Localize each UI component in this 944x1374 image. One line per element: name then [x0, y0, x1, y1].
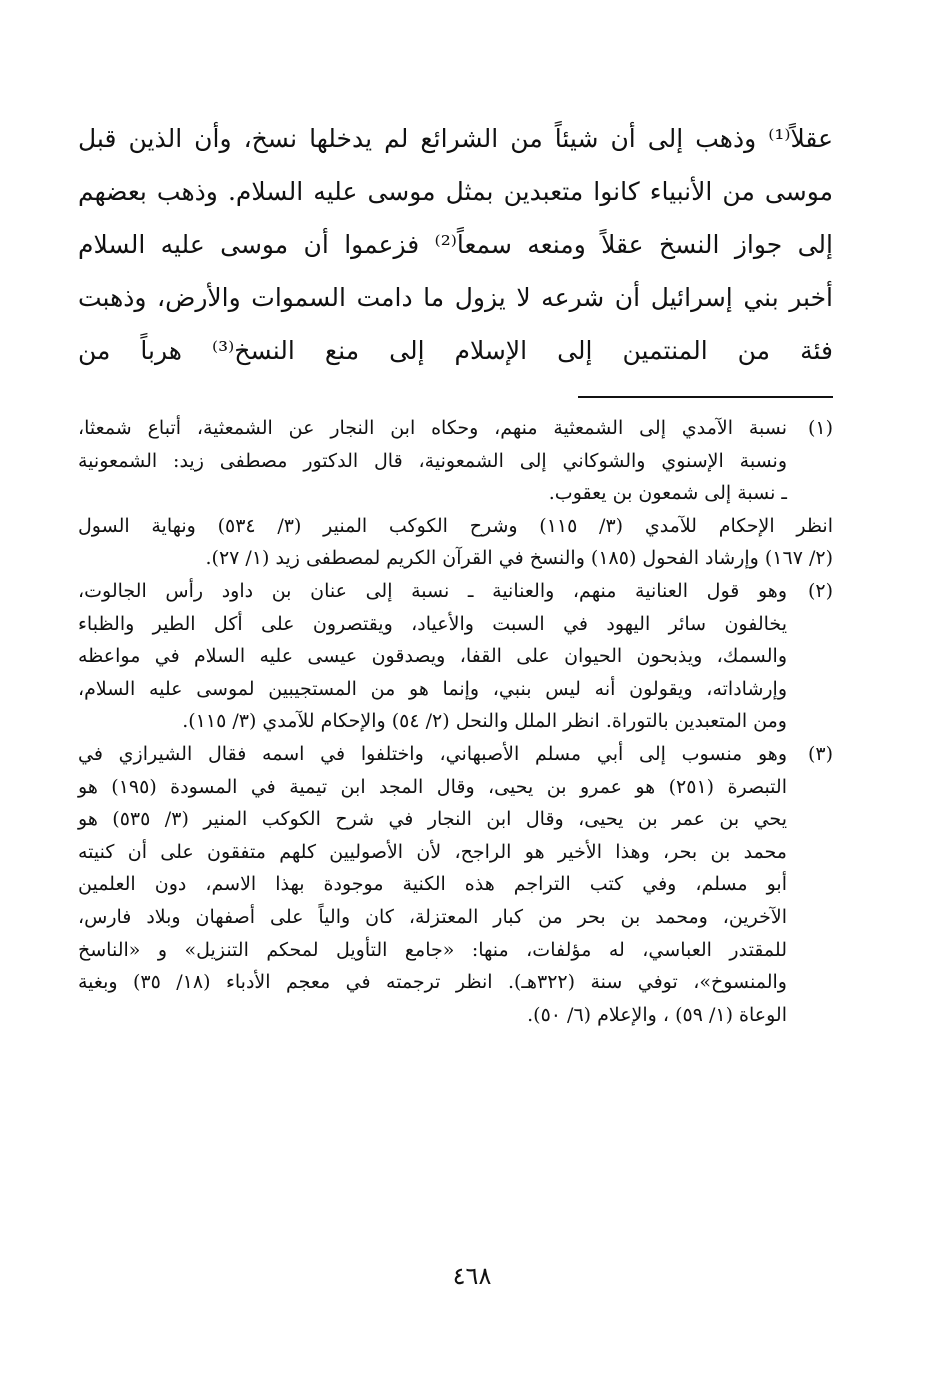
footnote-line: نسبة الآمدي إلى الشمعثية منهم، وحكاه ابن النجار عن الشمعثية، أتباع شمعثا، — [78, 417, 787, 439]
footnote-line: وهو قول العنانية منهم، والعنانية ـ نسبة إلى عنان بن داود رأس الجالوت، — [78, 579, 787, 602]
footnote-line: محمد بن بحر، وهذا الأخير هو الراجح، لأن الأصوليين كلهم متفقون على أن كنيته — [78, 840, 787, 863]
footnote-line: (٢/ ١٦٧) وإرشاد الفحول (١٨٥) والنسخ في القرآن الكريم لمصطفى زيد (١/ ٢٧). — [205, 547, 833, 570]
main-text-line: إلى جواز النسخ عقلاً ومنعه سمعاً⁽²⁾ فزعموا أن موسى عليه السلام — [78, 230, 833, 259]
footnote-number: (١) — [807, 417, 833, 439]
main-text-line: موسى من الأنبياء كانوا متعبدين بمثل موسى عليه السلام. وذهب بعضهم — [78, 177, 833, 206]
page-number: ٤٦٨ — [452, 1262, 492, 1290]
footnote-line: للمقتدر العباسي، له مؤلفات، منها: «جامع التأويل لمحكم التنزيل» و «الناسخ — [78, 938, 787, 961]
footnote-1 — [78, 412, 833, 510]
footnote-line: والسمك، ويذبحون الحيوان على القفا، ويصدقون عيسى عليه السلام في مواعظه — [78, 645, 787, 668]
footnote-number: (٢) — [807, 579, 833, 602]
main-text-line: فئة من المنتمين إلى الإسلام إلى منع النسخ⁽³⁾ هرباً من — [78, 336, 833, 365]
footnote-3 — [78, 738, 833, 1031]
footnotes — [78, 412, 833, 1031]
footnote-line: ـ نسبة إلى شمعون بن يعقوب. — [548, 482, 787, 505]
main-text-line: عقلاً⁽¹⁾ وذهب إلى أن شيئاً من الشرائع لم يدخلها نسخ، وأن الذين قبل — [78, 124, 833, 153]
footnote-line: والمنسوخ»، توفي سنة (٣٢٢هـ). انظر ترجمته في معجم الأدباء (١٨/ ٣٥) وبغية — [78, 971, 787, 994]
footnote-number: (٣) — [807, 742, 833, 765]
footnote-line: ونسبة الإسنوي والشوكاني إلى الشمعونية، قال الدكتور مصطفى زيد: الشمعونية — [78, 449, 787, 472]
footnote-line: يخالفون سائر اليهود في السبت والأعياد، ويقتصرون على أكل الطير والظباء — [78, 612, 787, 635]
footnote-line: وهو منسوب إلى أبي مسلم الأصبهاني، واختلفوا في اسمه فقال الشيرازي في — [78, 742, 787, 765]
footnote-line: أبو مسلم، وفي كتب التراجم هذه الكنية موجودة بهذا الاسم، دون العلمين — [78, 873, 787, 896]
footnote-line: ومن المتعبدين بالتوراة. انظر الملل والنحل (٢/ ٥٤) والإحكام للآمدي (٣/ ١١٥). — [182, 710, 787, 733]
main-text — [78, 112, 833, 377]
footnote-line: يحي بن عمر بن يحيى، وقال ابن النجار في شرح الكوكب المنير (٣/ ٥٣٥) هو — [78, 808, 787, 831]
footnote-separator — [578, 396, 833, 398]
page-content — [78, 112, 833, 1026]
footnote-line: انظر الإحكام للآمدي (٣/ ١١٥) وشرح الكوكب المنير (٣/ ٥٣٤) ونهاية السول — [78, 514, 833, 537]
footnote-line: التبصرة (٢٥١) هو عمرو بن يحيى، وقال المجد ابن تيمية في المسودة (١٩٥) هو — [78, 775, 787, 798]
main-text-line: أخبر بني إسرائيل أن شرعه لا يزول ما دامت السموات والأرض، وذهبت — [78, 283, 833, 312]
footnote-1-references — [78, 510, 833, 575]
footnote-2 — [78, 575, 833, 738]
footnote-line: وإرشاداته، ويقولون أنه ليس بنبي، وإنما هو من المستجيبين لموسى عليه السلام، — [78, 677, 787, 700]
footnote-line: الآخرين، ومحمد بن بحر من كبار المعتزلة، كان والياً على أصفهان وبلاد فارس، — [78, 905, 787, 928]
footnote-line: الوعاة (١/ ٥٩) ، والإعلام (٦/ ٥٠). — [527, 1003, 787, 1026]
